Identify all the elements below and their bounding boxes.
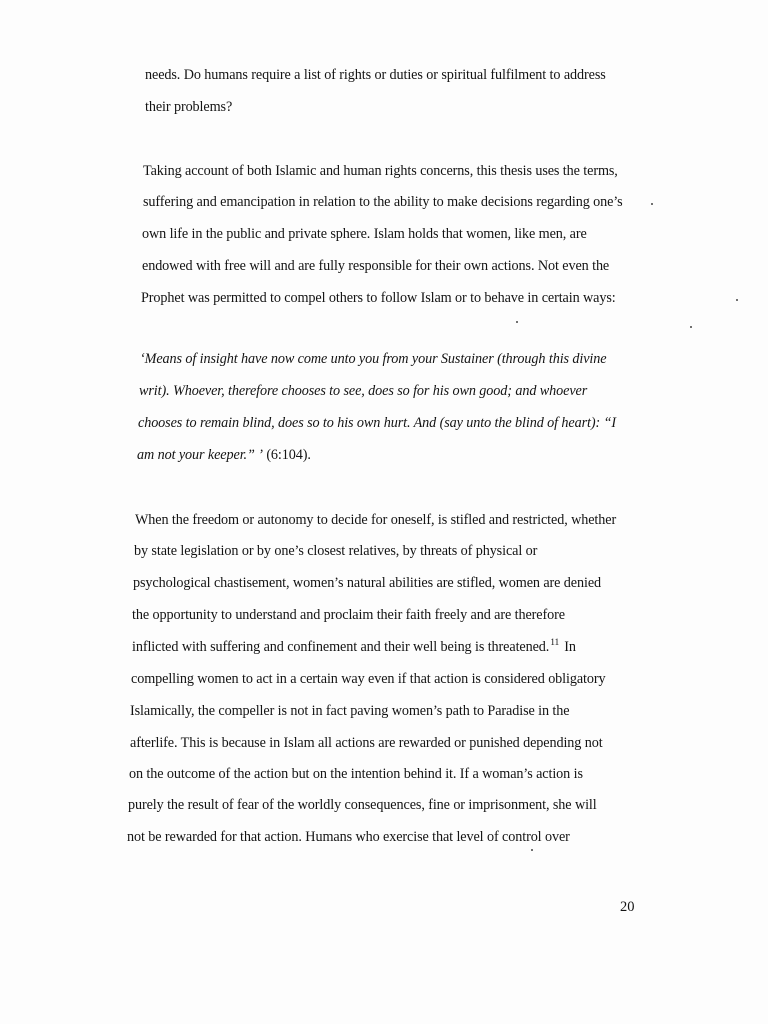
paragraph-3-line-5-tail: In — [564, 639, 576, 655]
paragraph-2-line-5: Prophet was permitted to compel others to follow Islam or to behave in certain ways: — [141, 290, 616, 306]
quotation-line-2: writ). Whoever, therefore chooses to see, does so for his own good; and whoever — [139, 383, 588, 399]
paragraph-3-line-5 — [132, 638, 576, 658]
paragraph-1-line-1: needs. Do humans require a list of rights or duties or spiritual fulfilment to address — [145, 67, 606, 83]
quotation-citation: (6:104). — [266, 447, 311, 463]
paragraph-3-line-9: on the outcome of the action but on the intention behind it. If a woman’s action is — [129, 766, 583, 782]
scan-speck — [736, 299, 738, 301]
paragraph-3-line-8: afterlife. This is because in Islam all actions are rewarded or punished depending not — [130, 735, 603, 751]
paragraph-3-line-7: Islamically, the compeller is not in fact paving women’s path to Paradise in the — [130, 703, 570, 719]
page-number: 20 — [620, 899, 635, 915]
footnote-reference: 11 — [550, 638, 560, 648]
quotation-line-1: ‘Means of insight have now come unto you from your Sustainer (through this divine — [140, 351, 607, 367]
scan-speck — [651, 203, 653, 205]
paragraph-2-line-3: own life in the public and private sphere. Islam holds that women, like men, are — [142, 226, 587, 242]
paragraph-3-line-10: purely the result of fear of the worldly consequences, fine or imprisonment, she will — [128, 797, 597, 813]
quotation-line-4 — [137, 446, 311, 464]
paragraph-3-line-1: When the freedom or autonomy to decide for oneself, is stifled and restricted, whether — [135, 512, 617, 528]
paragraph-3-line-3: psychological chastisement, women’s natural abilities are stifled, women are denied — [133, 575, 602, 591]
paragraph-3-line-5-text: inflicted with suffering and confinement and their well being is threatened. — [132, 639, 550, 655]
quotation-line-4-text: am not your keeper.” ’ — [137, 447, 263, 463]
paragraph-3-line-2: by state legislation or by one’s closest relatives, by threats of physical or — [134, 543, 538, 559]
scan-speck — [516, 321, 518, 323]
paragraph-2-line-2: suffering and emancipation in relation to the ability to make decisions regarding one’s — [143, 194, 623, 210]
paragraph-3-line-6: compelling women to act in a certain way even if that action is considered obligatory — [131, 671, 606, 687]
quotation-line-3: chooses to remain blind, does so to his own hurt. And (say unto the blind of heart): “I — [138, 415, 616, 431]
paragraph-2-line-4: endowed with free will and are fully responsible for their own actions. Not even the — [142, 258, 610, 274]
paragraph-2-line-1: Taking account of both Islamic and human rights concerns, this thesis uses the terms, — [143, 163, 618, 179]
scan-speck — [531, 849, 533, 851]
paragraph-3-line-4: the opportunity to understand and proclaim their faith freely and are therefore — [132, 607, 565, 623]
paragraph-1-line-2: their problems? — [145, 99, 233, 115]
paragraph-3-line-11: not be rewarded for that action. Humans who exercise that level of control over — [127, 829, 570, 845]
scan-speck — [690, 326, 692, 328]
